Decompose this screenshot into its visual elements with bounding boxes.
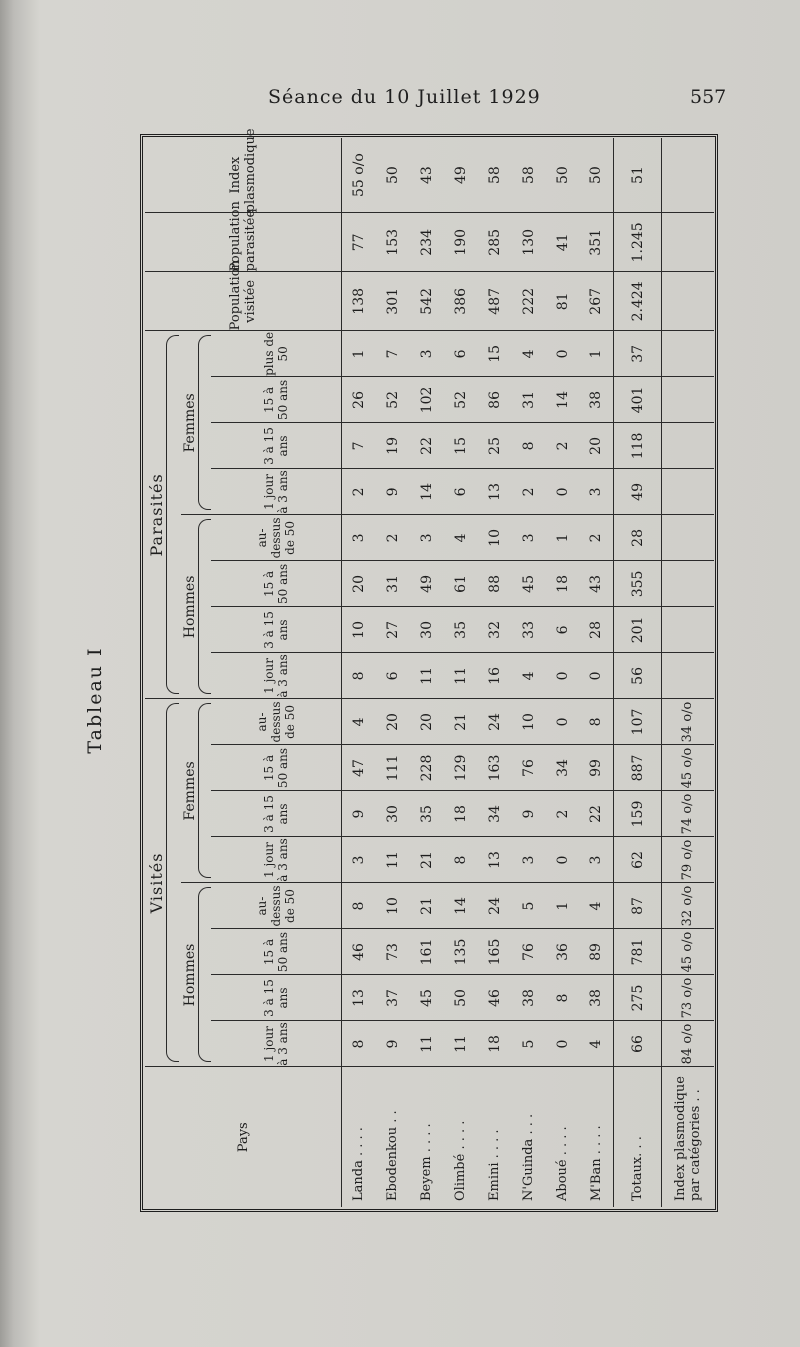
totaux-cell: 37: [614, 331, 662, 377]
visites-label: Visités: [147, 852, 166, 914]
data-table: [145, 128, 714, 1207]
parasites-hommes-label: Hommes: [181, 575, 198, 639]
pays-cell: N'Guinda . . .: [521, 1113, 536, 1201]
totaux-cell: 87: [614, 883, 662, 929]
table-cell: 165: [478, 929, 512, 975]
table-cell: 4: [444, 515, 478, 561]
table-cell: 3: [580, 469, 614, 515]
table-cell: 52: [444, 377, 478, 423]
table-cell: 26: [342, 377, 376, 423]
table-cell: 50: [580, 138, 614, 213]
age-header: 3 à 15 ans: [211, 975, 341, 1021]
population-visitee-header: Population visitée: [145, 272, 342, 331]
table-cell: 0: [546, 699, 580, 745]
table-cell: 301: [376, 272, 410, 331]
table-row: [512, 138, 546, 1207]
visites-hommes-header: [181, 883, 211, 1067]
pays-header: Pays: [145, 1067, 342, 1207]
table-cell: 33: [512, 607, 546, 653]
empty-cell: [662, 653, 714, 699]
table-cell: 46: [342, 929, 376, 975]
parasites-header: [145, 331, 181, 699]
table-cell: 22: [580, 791, 614, 837]
table-cell: 9: [376, 1021, 410, 1067]
table-cell: 11: [376, 837, 410, 883]
table-cell: 76: [512, 929, 546, 975]
table-cell: 22: [410, 423, 444, 469]
totaux-cell: 107: [614, 699, 662, 745]
totaux-cell: 887: [614, 745, 662, 791]
age-header: 15 à 50 ans: [211, 561, 341, 607]
population-parasitee-header: Population parasitée: [145, 213, 342, 272]
brace-visites-femmes: [198, 703, 211, 878]
table-cell: 6: [444, 469, 478, 515]
table-row: [580, 138, 614, 1207]
table-cell: 0: [546, 331, 580, 377]
totaux-cell: 275: [614, 975, 662, 1021]
table-cell: 2: [580, 515, 614, 561]
table-cell: 6: [376, 653, 410, 699]
table-cell: 34: [478, 791, 512, 837]
table-cell: 38: [580, 975, 614, 1021]
table-cell: 11: [410, 1021, 444, 1067]
table-cell: 14: [546, 377, 580, 423]
pays-cell: Totaux. . .: [630, 1136, 645, 1201]
table-cell: 13: [478, 837, 512, 883]
totaux-cell: 28: [614, 515, 662, 561]
table-cell: 3: [342, 515, 376, 561]
table-cell: 8: [546, 975, 580, 1021]
table-cell: 32: [478, 607, 512, 653]
table-cell: 8: [342, 1021, 376, 1067]
table-cell: 111: [376, 745, 410, 791]
table-cell: 28: [580, 607, 614, 653]
table-cell: 20: [410, 699, 444, 745]
age-header: 15 à 50 ans: [211, 745, 341, 791]
table-row: [376, 138, 410, 1207]
parasites-femmes-label: Femmes: [181, 393, 198, 453]
table-cell: 15: [444, 423, 478, 469]
table-cell: 88: [478, 561, 512, 607]
table-cell: 25: [478, 423, 512, 469]
totaux-cell: 2.424: [614, 272, 662, 331]
table-cell: 50: [546, 138, 580, 213]
table-cell: 8: [580, 699, 614, 745]
table-cell: 20: [376, 699, 410, 745]
totaux-cell: 118: [614, 423, 662, 469]
table-cell: 6: [546, 607, 580, 653]
table-cell: 190: [444, 213, 478, 272]
index-cell: 32 o/o: [662, 883, 714, 929]
table-cell: 351: [580, 213, 614, 272]
table-cell: 47: [342, 745, 376, 791]
brace-parasites-hommes: [198, 519, 211, 694]
table-cell: 8: [342, 883, 376, 929]
table-cell: 11: [444, 653, 478, 699]
totaux-cell: 1.245: [614, 213, 662, 272]
table-cell: 3: [410, 515, 444, 561]
table-cell: 4: [342, 699, 376, 745]
table-cell: 14: [444, 883, 478, 929]
age-header: au-dessus de 50: [211, 883, 341, 929]
table-cell: 2: [546, 423, 580, 469]
table-cell: 24: [478, 883, 512, 929]
table-cell: 267: [580, 272, 614, 331]
table-cell: 61: [444, 561, 478, 607]
totaux-cell: 51: [614, 138, 662, 213]
age-header: 3 à 15 ans: [211, 791, 341, 837]
table-cell: 228: [410, 745, 444, 791]
empty-cell: [662, 213, 714, 272]
empty-cell: [662, 272, 714, 331]
visites-femmes-header: [181, 699, 211, 883]
table-cell: 10: [478, 515, 512, 561]
table-cell: 3: [410, 331, 444, 377]
table-cell: 55 o/o: [342, 138, 376, 213]
pays-cell: Landa . . . .: [351, 1127, 367, 1201]
table-cell: 4: [580, 1021, 614, 1067]
table-cell: 45: [410, 975, 444, 1021]
table-row: [662, 138, 714, 1207]
empty-cell: [662, 469, 714, 515]
table-cell: 77: [342, 213, 376, 272]
pays-cell: Beyem . . . .: [419, 1123, 434, 1201]
table-cell: 8: [444, 837, 478, 883]
pays-cell: Aboué . . . .: [555, 1126, 570, 1201]
pays-cell: Ebodenkou . .: [385, 1110, 400, 1201]
table-cell: 35: [444, 607, 478, 653]
totaux-cell: 49: [614, 469, 662, 515]
table-cell: 386: [444, 272, 478, 331]
parasites-femmes-header: [181, 331, 211, 515]
table-cell: 86: [478, 377, 512, 423]
table-cell: 0: [546, 653, 580, 699]
table-row: [478, 138, 512, 1207]
table-row: [410, 138, 444, 1207]
table-cell: 35: [410, 791, 444, 837]
empty-cell: [662, 377, 714, 423]
table-cell: 2: [512, 469, 546, 515]
table-cell: 31: [512, 377, 546, 423]
empty-cell: [662, 331, 714, 377]
table-cell: 1: [546, 515, 580, 561]
totaux-cell: 62: [614, 837, 662, 883]
table-cell: 49: [444, 138, 478, 213]
table-cell: 222: [512, 272, 546, 331]
table-cell: 9: [376, 469, 410, 515]
index-cell: 73 o/o: [662, 975, 714, 1021]
table-cell: 10: [342, 607, 376, 653]
table-cell: 76: [512, 745, 546, 791]
empty-cell: [662, 607, 714, 653]
table-row: [342, 138, 376, 1207]
table-cell: 7: [342, 423, 376, 469]
age-header: 15 à 50 ans: [211, 377, 341, 423]
table-cell: 21: [410, 883, 444, 929]
table-cell: 0: [546, 1021, 580, 1067]
table-cell: 487: [478, 272, 512, 331]
table-cell: 102: [410, 377, 444, 423]
table-cell: 16: [478, 653, 512, 699]
age-header: au-dessus de 50: [211, 699, 341, 745]
age-header: 1 jour à 3 ans: [211, 1021, 341, 1067]
table-row: [614, 138, 662, 1207]
totaux-cell: 66: [614, 1021, 662, 1067]
table-cell: 1: [342, 331, 376, 377]
table-cell: 138: [342, 272, 376, 331]
table-cell: 2: [342, 469, 376, 515]
index-cell: 34 o/o: [662, 699, 714, 745]
table-cell: 163: [478, 745, 512, 791]
table-cell: 7: [376, 331, 410, 377]
age-header: au-dessus de 50: [211, 515, 341, 561]
table-cell: 135: [444, 929, 478, 975]
table-cell: 129: [444, 745, 478, 791]
table-cell: 50: [444, 975, 478, 1021]
table-cell: 10: [376, 883, 410, 929]
table-cell: 5: [512, 883, 546, 929]
table-cell: 43: [580, 561, 614, 607]
table-cell: 31: [376, 561, 410, 607]
table-cell: 11: [410, 653, 444, 699]
table-cell: 10: [512, 699, 546, 745]
totaux-cell: 56: [614, 653, 662, 699]
totaux-cell: 401: [614, 377, 662, 423]
age-header: 1 jour à 3 ans: [211, 837, 341, 883]
table-cell: 8: [342, 653, 376, 699]
table-cell: 11: [444, 1021, 478, 1067]
table-cell: 36: [546, 929, 580, 975]
table-cell: 19: [376, 423, 410, 469]
table-cell: 3: [342, 837, 376, 883]
age-header: 1 jour à 3 ans: [211, 469, 341, 515]
table-cell: 81: [546, 272, 580, 331]
table-cell: 30: [376, 791, 410, 837]
visites-hommes-label: Hommes: [181, 943, 198, 1007]
index-cell: 74 o/o: [662, 791, 714, 837]
table-cell: 21: [444, 699, 478, 745]
age-header: 1 jour à 3 ans: [211, 653, 341, 699]
table-cell: 49: [410, 561, 444, 607]
table-cell: 13: [478, 469, 512, 515]
age-header: 15 à 50 ans: [211, 929, 341, 975]
table-cell: 24: [478, 699, 512, 745]
table-cell: 99: [580, 745, 614, 791]
age-header: plus de 50: [211, 331, 341, 377]
totaux-cell: 159: [614, 791, 662, 837]
table-cell: 4: [512, 331, 546, 377]
index-cell: 79 o/o: [662, 837, 714, 883]
running-head: Séance du 10 Juillet 1929: [268, 86, 541, 108]
empty-cell: [662, 515, 714, 561]
table-cell: 46: [478, 975, 512, 1021]
table-cell: 153: [376, 213, 410, 272]
pays-cell: Index plasmodique par catégories . .: [672, 1076, 703, 1201]
table-cell: 58: [512, 138, 546, 213]
table-cell: 20: [580, 423, 614, 469]
table-cell: 38: [512, 975, 546, 1021]
age-header: 3 à 15 ans: [211, 423, 341, 469]
table-cell: 2: [376, 515, 410, 561]
table-cell: 0: [546, 469, 580, 515]
index-cell: 45 o/o: [662, 745, 714, 791]
table-cell: 15: [478, 331, 512, 377]
table-cell: 30: [410, 607, 444, 653]
parasites-label: Parasités: [147, 473, 166, 557]
brace-visites-hommes: [198, 888, 211, 1063]
table-cell: 14: [410, 469, 444, 515]
index-plasmodique-header: Index plasmodique: [145, 138, 342, 213]
brace-parasites-femmes: [198, 335, 211, 510]
table-cell: 3: [580, 837, 614, 883]
table-cell: 50: [376, 138, 410, 213]
brace-parasites: [166, 335, 179, 694]
table-cell: 5: [512, 1021, 546, 1067]
table-cell: 3: [512, 837, 546, 883]
table-cell: 18: [546, 561, 580, 607]
table-cell: 9: [512, 791, 546, 837]
table-cell: 4: [512, 653, 546, 699]
table-cell: 9: [342, 791, 376, 837]
table-cell: 1: [580, 331, 614, 377]
table-cell: 41: [546, 213, 580, 272]
age-header: 3 à 15 ans: [211, 607, 341, 653]
table-cell: 130: [512, 213, 546, 272]
index-cell: 84 o/o: [662, 1021, 714, 1067]
table-cell: 13: [342, 975, 376, 1021]
table-body: [342, 138, 714, 1207]
table-cell: 0: [546, 837, 580, 883]
table-cell: 0: [580, 653, 614, 699]
totaux-cell: 355: [614, 561, 662, 607]
table-cell: 18: [478, 1021, 512, 1067]
pays-cell: Olimbé . . . .: [453, 1120, 468, 1201]
table-cell: 27: [376, 607, 410, 653]
table-cell: 38: [580, 377, 614, 423]
table-cell: 18: [444, 791, 478, 837]
table-cell: 37: [376, 975, 410, 1021]
table-cell: 3: [512, 515, 546, 561]
table-cell: 20: [342, 561, 376, 607]
table-cell: 89: [580, 929, 614, 975]
visites-femmes-label: Femmes: [181, 761, 198, 821]
table-cell: 542: [410, 272, 444, 331]
table-cell: 21: [410, 837, 444, 883]
empty-cell: [662, 561, 714, 607]
page-number: 557: [690, 86, 727, 108]
table-cell: 52: [376, 377, 410, 423]
table-cell: 45: [512, 561, 546, 607]
table-cell: 285: [478, 213, 512, 272]
index-cell: 45 o/o: [662, 929, 714, 975]
table-row: [546, 138, 580, 1207]
pays-cell: M'Ban . . . .: [588, 1125, 604, 1201]
table-cell: 234: [410, 213, 444, 272]
table-cell: 34: [546, 745, 580, 791]
table-cell: 58: [478, 138, 512, 213]
table-cell: 161: [410, 929, 444, 975]
table-title: Tableau I: [84, 646, 106, 754]
parasites-hommes-header: [181, 515, 211, 699]
table-cell: 73: [376, 929, 410, 975]
visites-header: [145, 699, 181, 1067]
table-cell: 8: [512, 423, 546, 469]
table-row: [444, 138, 478, 1207]
pays-cell: Emini . . . .: [487, 1129, 502, 1201]
table-cell: 1: [546, 883, 580, 929]
table-cell: 4: [580, 883, 614, 929]
empty-cell: [662, 138, 714, 213]
table-cell: 2: [546, 791, 580, 837]
totaux-cell: 201: [614, 607, 662, 653]
rotated-table-container: [145, 128, 713, 1207]
table-cell: 6: [444, 331, 478, 377]
brace-visites: [166, 703, 179, 1062]
empty-cell: [662, 423, 714, 469]
table-cell: 43: [410, 138, 444, 213]
totaux-cell: 781: [614, 929, 662, 975]
